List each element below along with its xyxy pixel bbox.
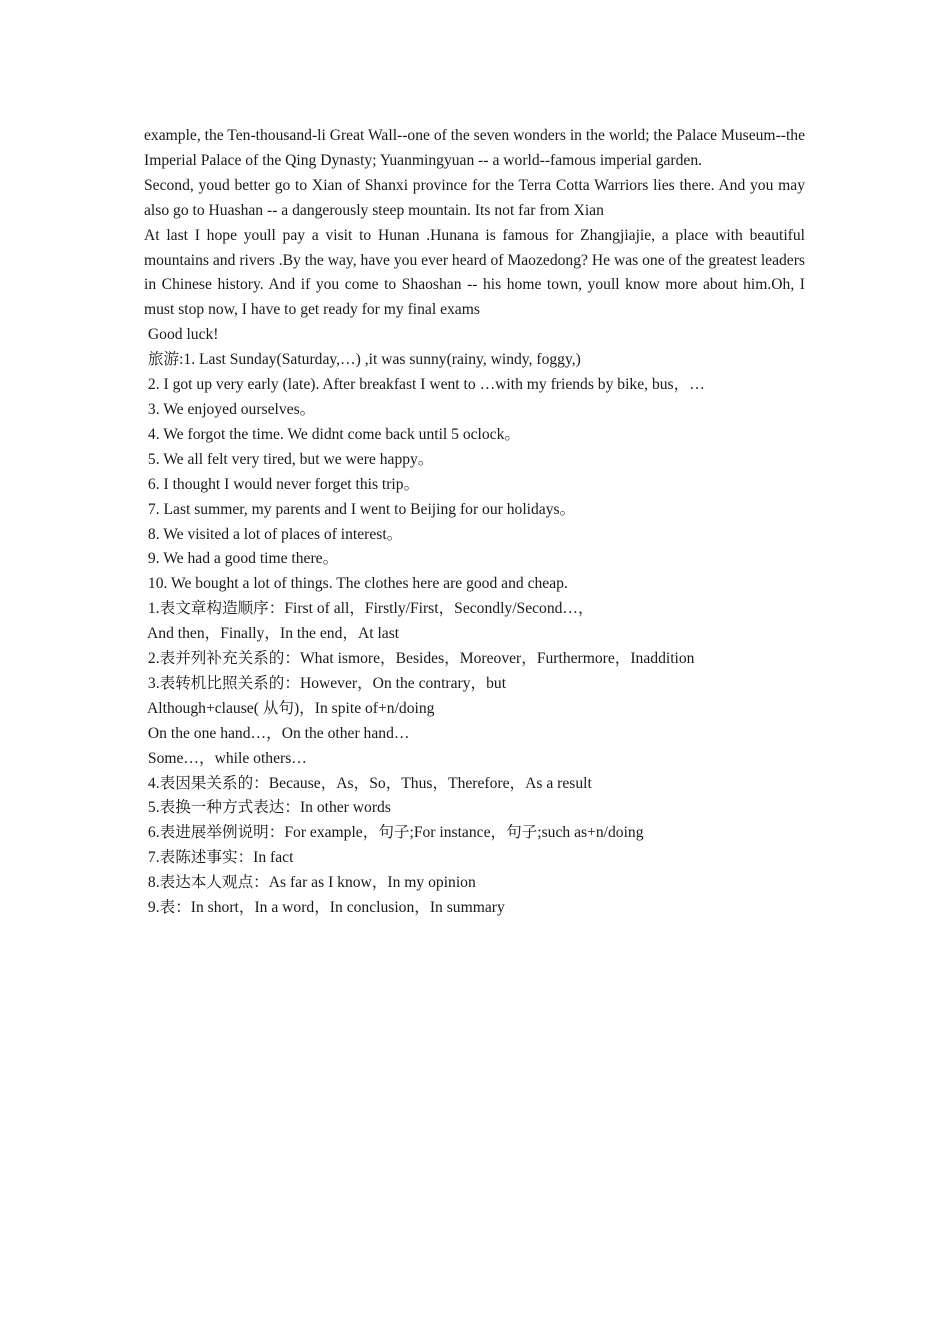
connector-line: Some…，while others… (144, 749, 307, 767)
travel-sentence: 9. We had a good time there。 (144, 550, 339, 568)
connector-line: On the one hand…，On the other hand… (144, 724, 410, 742)
connector-line: 3.表转机比照关系的：However，On the contrary，but (144, 674, 507, 692)
travel-sentence: 6. I thought I would never forget this trip。 (144, 475, 420, 493)
travel-sentence: 10. We bought a lot of things. The clothes here are good and cheap. (144, 575, 568, 593)
document-body (144, 124, 805, 921)
line-good-luck: Good luck! (144, 326, 219, 344)
travel-sentence: 7. Last summer, my parents and I went to Beijing for our holidays。 (144, 500, 576, 518)
connector-line: 1.表文章构造顺序：First of all，Firstly/First，Secondly/Second…， (144, 600, 594, 618)
connector-line: Although+clause( 从句)，In spite of+n/doing (144, 699, 435, 717)
connector-line: 5.表换一种方式表达：In other words (144, 799, 391, 817)
connector-line: 7.表陈述事实：In fact (144, 849, 294, 867)
connector-line: 6.表进展举例说明：For example，句子;For instance，句子;such as+n/doing (144, 824, 644, 842)
travel-sentence: 2. I got up very early (late). After breakfast I went to …with my friends by bike, bus，… (144, 376, 705, 394)
travel-sentence: 8. We visited a lot of places of interest。 (144, 525, 403, 543)
connector-line: And then，Finally，In the end，At last (144, 625, 400, 643)
connector-line: 8.表达本人观点：As far as I know，In my opinion (144, 874, 476, 892)
connector-line: 4.表因果关系的：Because，As，So，Thus，Therefore，As a result (144, 774, 592, 792)
travel-sentence: 3. We enjoyed ourselves。 (144, 400, 316, 418)
travel-sentence: 旅游:1. Last Sunday(Saturday,…) ,it was sunny(rainy, windy, foggy,) (144, 351, 581, 369)
paragraph-hunan: At last I hope youll pay a visit to Hunan .Hunana is famous for Zhangjiajie, a place with beautiful mountains and rivers .By the way, have you ever heard of Maozedong? He was one of the greatest leaders in Chinese history. And if you come to Shaoshan -- his home town, youll know more about him.Oh, I must stop now, I have to get ready for my final exams (144, 226, 805, 319)
connector-line: 9.表：In short，In a word，In conclusion，In summary (144, 899, 505, 917)
travel-sentence: 5. We all felt very tired, but we were happy。 (144, 450, 434, 468)
connector-line: 2.表并列补充关系的：What ismore，Besides，Moreover，Furthermore，Inaddition (144, 650, 695, 668)
paragraph-attractions: example, the Ten-thousand-li Great Wall--one of the seven wonders in the world; the Palace Museum--the Imperial Palace of the Qing Dynasty; Yuanmingyuan -- a world--famous imperial garden. (144, 127, 805, 169)
paragraph-xian: Second, youd better go to Xian of Shanxi province for the Terra Cotta Warriors lies there. And you may also go to Huashan -- a dangerously steep mountain. Its not far from Xian (144, 176, 805, 219)
travel-sentence: 4. We forgot the time. We didnt come back until 5 oclock。 (144, 425, 520, 443)
